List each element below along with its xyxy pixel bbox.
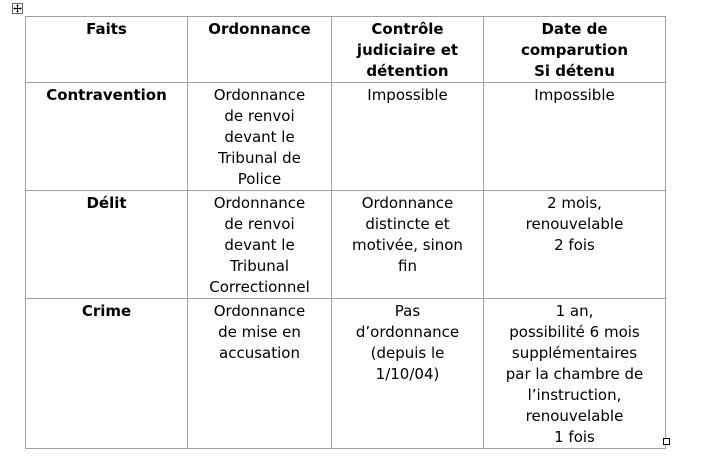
header-ordonnance: Ordonnance [188, 17, 332, 83]
date-cell: 1 an, possibilité 6 mois supplémentaires par la chambre de l’instruction, renouvelable 1 fois [484, 299, 666, 449]
table-row [26, 299, 666, 449]
table-resize-handle[interactable] [663, 438, 670, 445]
controle-cell: Impossible [332, 83, 484, 191]
ordonnance-cell: Ordonnance de renvoi devant le Tribunal de Police [188, 83, 332, 191]
controle-cell: Ordonnance distincte et motivée, sinon fin [332, 191, 484, 299]
row-label-cell: Délit [26, 191, 188, 299]
ordonnance-cell: Ordonnance de mise en accusation [188, 299, 332, 449]
row-label-cell: Crime [26, 299, 188, 449]
row-label-cell: Contravention [26, 83, 188, 191]
move-arrows-icon [13, 4, 22, 13]
table-header-row [26, 17, 666, 83]
table-row [26, 83, 666, 191]
table-move-handle[interactable] [12, 3, 23, 14]
controle-cell: Pas d’ordonnance (depuis le 1/10/04) [332, 299, 484, 449]
table-row [26, 191, 666, 299]
date-cell: 2 mois, renouvelable 2 fois [484, 191, 666, 299]
header-faits: Faits [26, 17, 188, 83]
date-cell: Impossible [484, 83, 666, 191]
ordonnance-cell: Ordonnance de renvoi devant le Tribunal Correctionnel [188, 191, 332, 299]
header-date: Date de comparution Si détenu [484, 17, 666, 83]
header-controle: Contrôle judiciaire et détention [332, 17, 484, 83]
procedure-table [25, 16, 666, 449]
